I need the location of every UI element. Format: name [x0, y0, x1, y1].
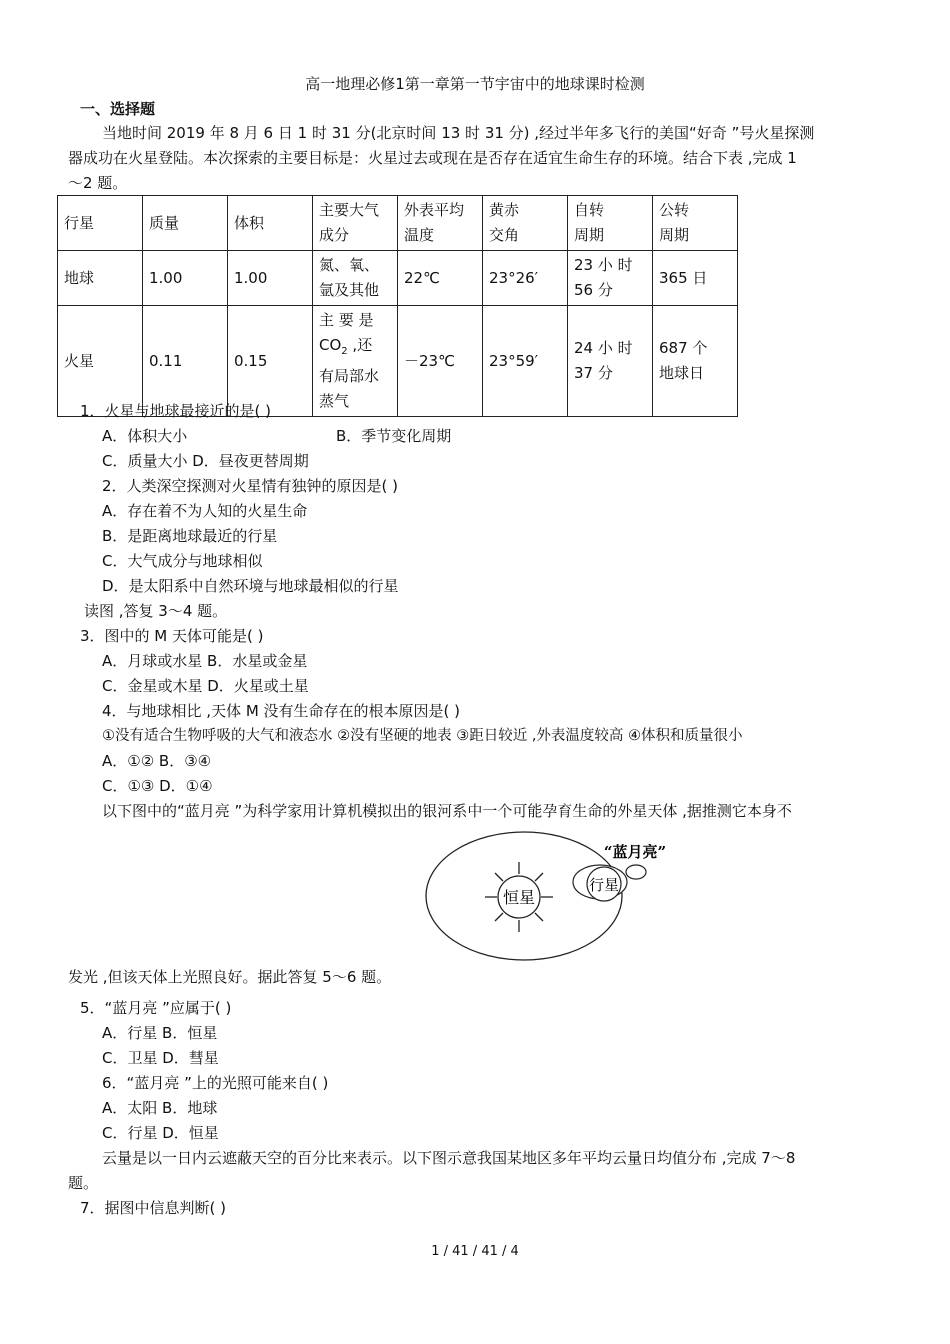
intro-56-line-2: 发光 ,但该天体上光照良好。据此答复 5～6 题。: [68, 968, 392, 986]
star-planet-diagram: [424, 828, 674, 978]
cell-atmosphere: 氮、氧、 氩及其他: [313, 251, 398, 306]
intro-78-line-2: 题。: [68, 1174, 99, 1192]
header-cell: 黄赤 交角: [483, 196, 568, 251]
q3-options-ab: A．月球或水星 B．水星或金星: [102, 652, 308, 670]
q2-option-d: D．是太阳系中自然环境与地球最相似的行星: [102, 577, 399, 595]
header-cell: 外表平均 温度: [398, 196, 483, 251]
cell-mass: 1.00: [143, 251, 228, 306]
moon-circle: [626, 865, 646, 879]
q7-stem: 7．据图中信息判断( ): [80, 1199, 227, 1217]
cell-volume: 0.15: [228, 306, 313, 417]
q1-option-a: A．体积大小: [102, 427, 188, 445]
header-cell: 主要大气 成分: [313, 196, 398, 251]
table-row-mars: [58, 306, 738, 417]
moon-label: “蓝月亮”: [603, 843, 667, 861]
cell-planet: 地球: [58, 251, 143, 306]
read-instruction-34: 读图 ,答复 3～4 题。: [84, 602, 228, 620]
q1-option-b: B．季节变化周期: [336, 427, 452, 445]
cell-rotation: 24 小 时 37 分: [568, 306, 653, 417]
q6-options-cd: C．行星 D．恒星: [102, 1124, 219, 1142]
intro-line-3: ～2 题。: [68, 174, 128, 192]
q5-options-cd: C．卫星 D．彗星: [102, 1049, 219, 1067]
header-cell: 自转 周期: [568, 196, 653, 251]
cell-atmosphere: 主 要 是 $CO_2$ ,还 有局部水 蒸气: [313, 306, 398, 417]
q2-option-c: C．大气成分与地球相似: [102, 552, 263, 570]
cell-tilt: 23°26′: [483, 251, 568, 306]
q3-stem: 3．图中的 M 天体可能是( ): [80, 627, 264, 645]
header-cell: 体积: [228, 196, 313, 251]
intro-line-1: 当地时间 2019 年 8 月 6 日 1 时 31 分(北京时间 13 时 31 分) ,经过半年多飞行的美国“好奇 ”号火星探测: [102, 124, 815, 142]
cell-rotation: 23 小 时 56 分: [568, 251, 653, 306]
star-label: 恒星: [502, 888, 536, 907]
intro-line-2: 器成功在火星登陆。本次探索的主要目标是：火星过去或现在是否存在适宜生命生存的环境。结合下表 ,完成 1: [68, 149, 797, 167]
q5-stem: 5．“蓝月亮 ”应属于( ): [80, 999, 232, 1017]
cell-orbit: 365 日: [653, 251, 738, 306]
intro-56-line-1: 以下图中的“蓝月亮 ”为科学家用计算机模拟出的银河系中一个可能孕育生命的外星天体 ,据推测它本身不: [102, 802, 792, 820]
table-header-row: [58, 196, 738, 251]
section-heading: 一、选择题: [80, 100, 156, 118]
q6-stem: 6．“蓝月亮 ”上的光照可能来自( ): [102, 1074, 329, 1092]
q2-option-a: A．存在着不为人知的火星生命: [102, 502, 308, 520]
planet-label: 行星: [588, 876, 620, 894]
q5-options-ab: A．行星 B．恒星: [102, 1024, 218, 1042]
page-number: 1 / 41 / 41 / 4: [431, 1244, 519, 1259]
cell-tilt: 23°59′: [483, 306, 568, 417]
header-cell: 质量: [143, 196, 228, 251]
planet-comparison-table: [57, 195, 738, 417]
q4-stem: 4．与地球相比 ,天体 M 没有生命存在的根本原因是( ): [102, 702, 461, 720]
q2-stem: 2．人类深空探测对火星情有独钟的原因是( ): [102, 477, 399, 495]
q6-options-ab: A．太阳 B．地球: [102, 1099, 218, 1117]
q4-options-cd: C．①③ D．①④: [102, 777, 213, 795]
page-title: 高一地理必修1第一章第一节宇宙中的地球课时检测: [305, 75, 645, 93]
cell-planet: 火星: [58, 306, 143, 417]
q1-options-cd: C．质量大小 D．昼夜更替周期: [102, 452, 309, 470]
header-cell: 公转 周期: [653, 196, 738, 251]
q4-statements: ①没有适合生物呼吸的大气和液态水 ②没有坚硬的地表 ③距日较近 ,外表温度较高 ④体积和质量很小: [102, 728, 743, 744]
q1-stem: 1．火星与地球最接近的是( ): [80, 402, 272, 420]
cell-temperature: 22℃: [398, 251, 483, 306]
cell-volume: 1.00: [228, 251, 313, 306]
cell-mass: 0.11: [143, 306, 228, 417]
q4-options-ab: A．①② B．③④: [102, 752, 212, 770]
cell-orbit: 687 个 地球日: [653, 306, 738, 417]
cell-temperature: －23℃: [398, 306, 483, 417]
table-row-earth: [58, 251, 738, 306]
q2-option-b: B．是距离地球最近的行星: [102, 527, 278, 545]
header-cell: 行星: [58, 196, 143, 251]
q3-options-cd: C．金星或木星 D．火星或土星: [102, 677, 309, 695]
intro-78-line-1: 云量是以一日内云遮蔽天空的百分比来表示。以下图示意我国某地区多年平均云量日均值分布 ,完成 7～8: [102, 1149, 796, 1167]
